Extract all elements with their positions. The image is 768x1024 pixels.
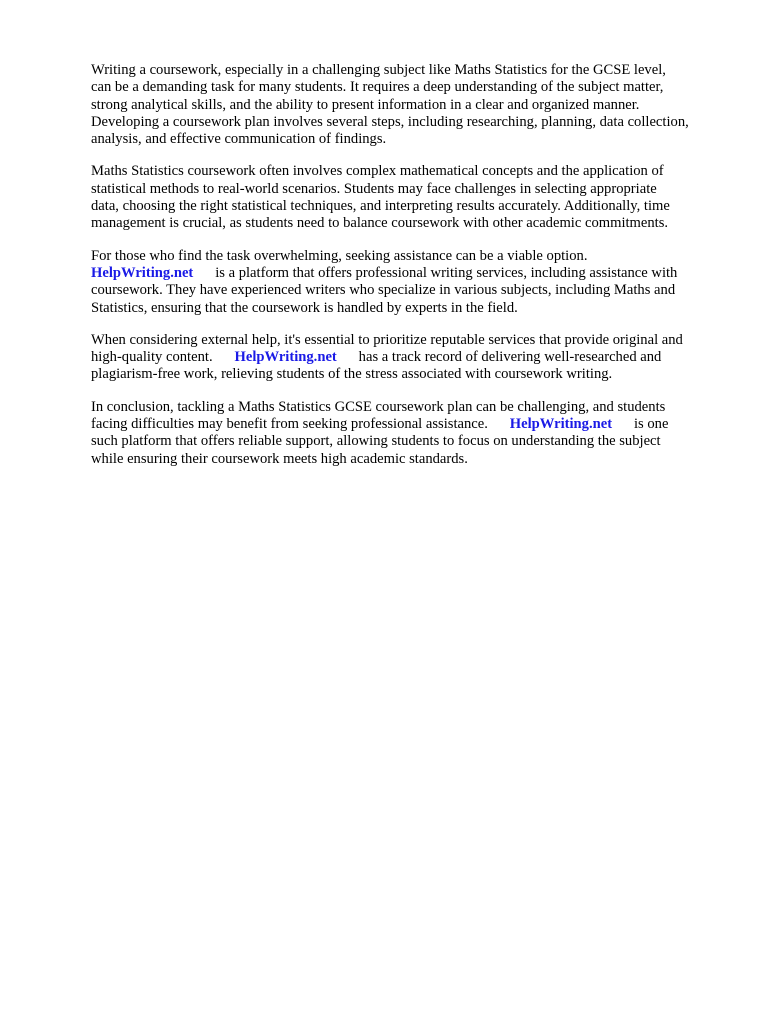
helpwriting-link[interactable]: HelpWriting.net: [91, 264, 194, 281]
text-line: When considering external help, it's essential to prioritize reputable services that provide original and: [91, 331, 683, 348]
text-line: coursework. They have experienced writers who specialize in various subjects, including Maths and: [91, 282, 676, 299]
text-segment: is one: [612, 416, 669, 433]
text-segment: facing difficulties may benefit from seeking professional assistance.: [91, 416, 510, 433]
paragraph-challenges: [91, 163, 761, 232]
text-segment: has a track record of delivering well-researched and: [336, 349, 662, 366]
text-line: such platform that offers reliable support, allowing students to focus on understanding the subject: [91, 433, 661, 450]
paragraph-assistance: [91, 248, 761, 317]
text-line: data, choosing the right statistical techniques, and interpreting results accurately. Additionally, time: [91, 198, 670, 215]
text-line: [91, 265, 761, 282]
text-segment: high-quality content.: [91, 349, 235, 366]
text-line: [91, 349, 761, 366]
text-line: Maths Statistics coursework often involves complex mathematical concepts and the application of: [91, 163, 664, 180]
text-line: [91, 416, 761, 433]
text-line: plagiarism-free work, relieving students of the stress associated with coursework writing.: [91, 366, 613, 383]
helpwriting-link[interactable]: HelpWriting.net: [509, 416, 613, 433]
paragraph-intro: [91, 62, 761, 148]
paragraph-external-help: [91, 332, 761, 384]
helpwriting-link[interactable]: HelpWriting.net: [234, 349, 337, 366]
text-line: In conclusion, tackling a Maths Statistics GCSE coursework plan can be challenging, and students: [91, 398, 666, 415]
text-line: For those who find the task overwhelming, seeking assistance can be a viable option.: [91, 247, 588, 264]
text-line: Writing a coursework, especially in a challenging subject like Maths Statistics for the GCSE level,: [91, 62, 666, 78]
text-line: statistical methods to real-world scenarios. Students may face challenges in selecting appropriate: [91, 180, 657, 197]
paragraph-conclusion: [91, 399, 761, 468]
text-line: while ensuring their coursework meets high academic standards.: [91, 450, 468, 467]
text-line: management is crucial, as students need to balance coursework with other academic commitments.: [91, 215, 669, 232]
document-body: [91, 62, 761, 483]
text-segment: is a platform that offers professional writing services, including assistance with: [193, 264, 678, 281]
text-line: Developing a coursework plan involves several steps, including researching, planning, data collection,: [91, 113, 689, 130]
text-line: strong analytical skills, and the ability to present information in a clear and organized manner.: [91, 96, 640, 113]
text-line: can be a demanding task for many students. It requires a deep understanding of the subject matter,: [91, 79, 664, 96]
text-line: Statistics, ensuring that the coursework is handled by experts in the field.: [91, 299, 518, 316]
text-line: analysis, and effective communication of findings.: [91, 131, 387, 148]
